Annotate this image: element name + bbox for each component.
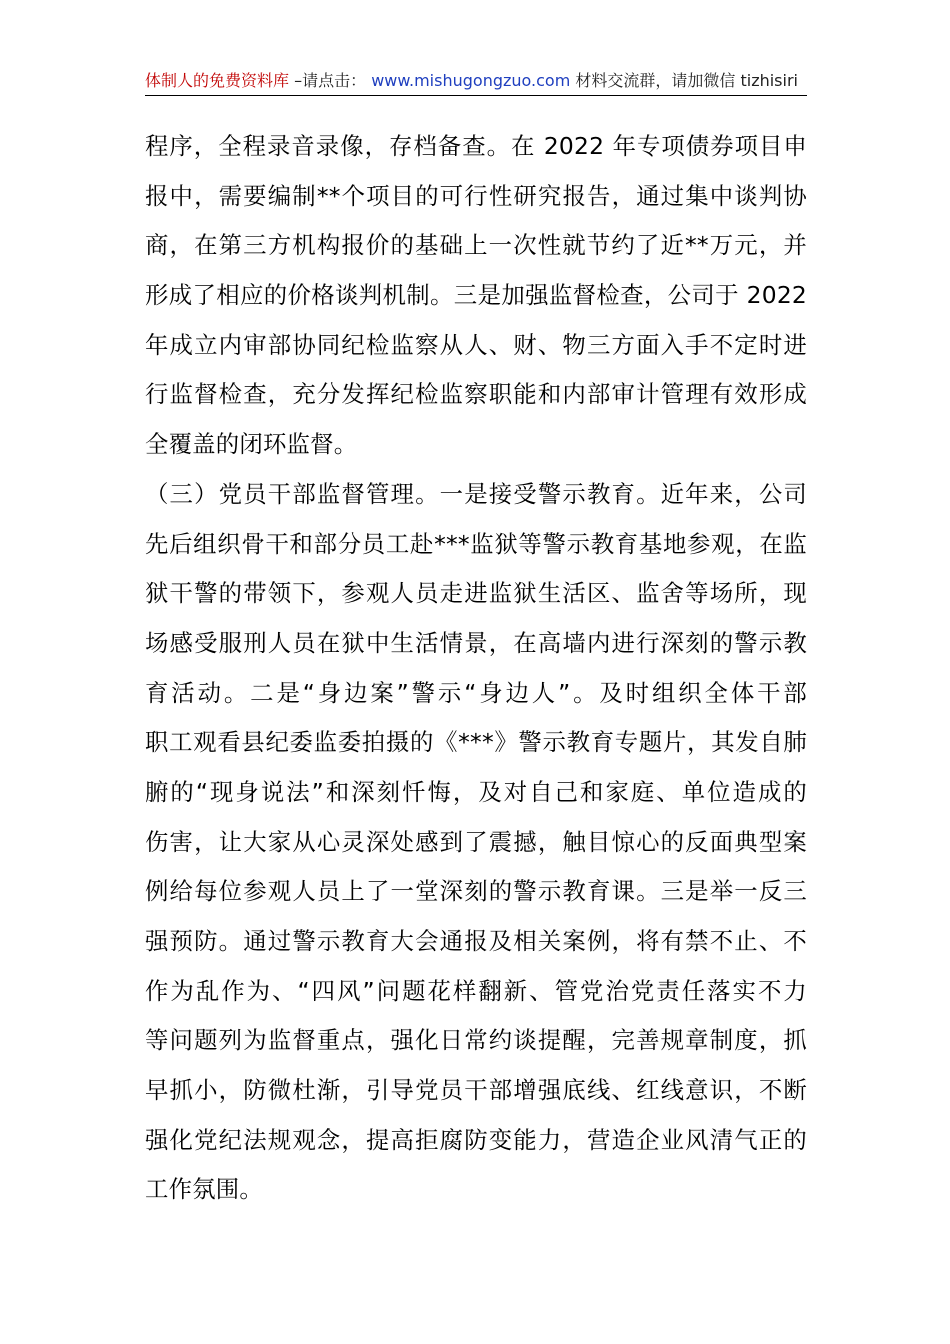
- paragraph-line: 行监督检查，充分发挥纪检监察职能和内部审计管理有效形成: [145, 380, 807, 409]
- paragraph-line: 强化党纪法规观念，提高拒腐防变能力，营造企业风清气正的: [145, 1125, 807, 1154]
- section-heading-line: （三）党员干部监督管理。一是接受警示教育。近年来，公司: [145, 479, 807, 508]
- paragraph-line: 等问题列为监督重点，强化日常约谈提醒，完善规章制度，抓: [145, 1026, 807, 1055]
- paragraph-line: 年成立内审部协同纪检监察从人、财、物三方面入手不定时进: [145, 330, 807, 359]
- paragraph-line: 工作氛围。: [145, 1175, 263, 1204]
- paragraph-line: 场感受服刑人员在狱中生活情景，在高墙内进行深刻的警示教: [145, 628, 807, 657]
- paragraph-line: 作为乱作为、“四风”问题花样翻新、管党治党责任落实不力: [145, 976, 807, 1005]
- paragraph-line: 程序，全程录音录像，存档备查。在 2022 年专项债券项目申: [145, 132, 807, 160]
- header-prompt: –请点击：: [294, 71, 367, 90]
- page-header: [145, 69, 807, 96]
- header-contact: 材料交流群，请加微信 tizhisiri: [575, 71, 798, 90]
- paragraph-line: 先后组织骨干和部分员工赴***监狱等警示教育基地参观，在监: [145, 529, 807, 558]
- header-brand: 体制人的免费资料库: [145, 71, 290, 90]
- paragraph-line: 强预防。通过警示教育大会通报及相关案例，将有禁不止、不: [145, 927, 807, 955]
- paragraph-line: 全覆盖的闭环监督。: [145, 430, 358, 459]
- paragraph-line: 腑的“现身说法”和深刻忏悔，及对自己和家庭、单位造成的: [145, 777, 807, 806]
- document-body: [145, 122, 807, 1215]
- paragraph-line: 例给每位参观人员上了一堂深刻的警示教育课。三是举一反三: [145, 877, 807, 906]
- paragraph-line: 形成了相应的价格谈判机制。三是加强监督检查，公司于 2022: [145, 281, 807, 310]
- paragraph-line: 报中，需要编制**个项目的可行性研究报告，通过集中谈判协: [145, 181, 807, 210]
- paragraph-line: 职工观看县纪委监委拍摄的《***》警示教育专题片，其发自肺: [145, 728, 807, 757]
- paragraph-line: 伤害，让大家从心灵深处感到了震撼，触目惊心的反面典型案: [145, 827, 807, 856]
- paragraph-line: 育活动。二是“身边案”警示“身边人”。及时组织全体干部: [145, 678, 807, 707]
- paragraph-line: 早抓小，防微杜渐，引导党员干部增强底线、红线意识，不断: [145, 1076, 807, 1105]
- paragraph-line: 商，在第三方机构报价的基础上一次性就节约了近**万元，并: [145, 231, 807, 260]
- header-link[interactable]: www.mishugongzuo.com: [371, 71, 571, 90]
- paragraph-line: 狱干警的带领下，参观人员走进监狱生活区、监舍等场所，现: [145, 579, 807, 608]
